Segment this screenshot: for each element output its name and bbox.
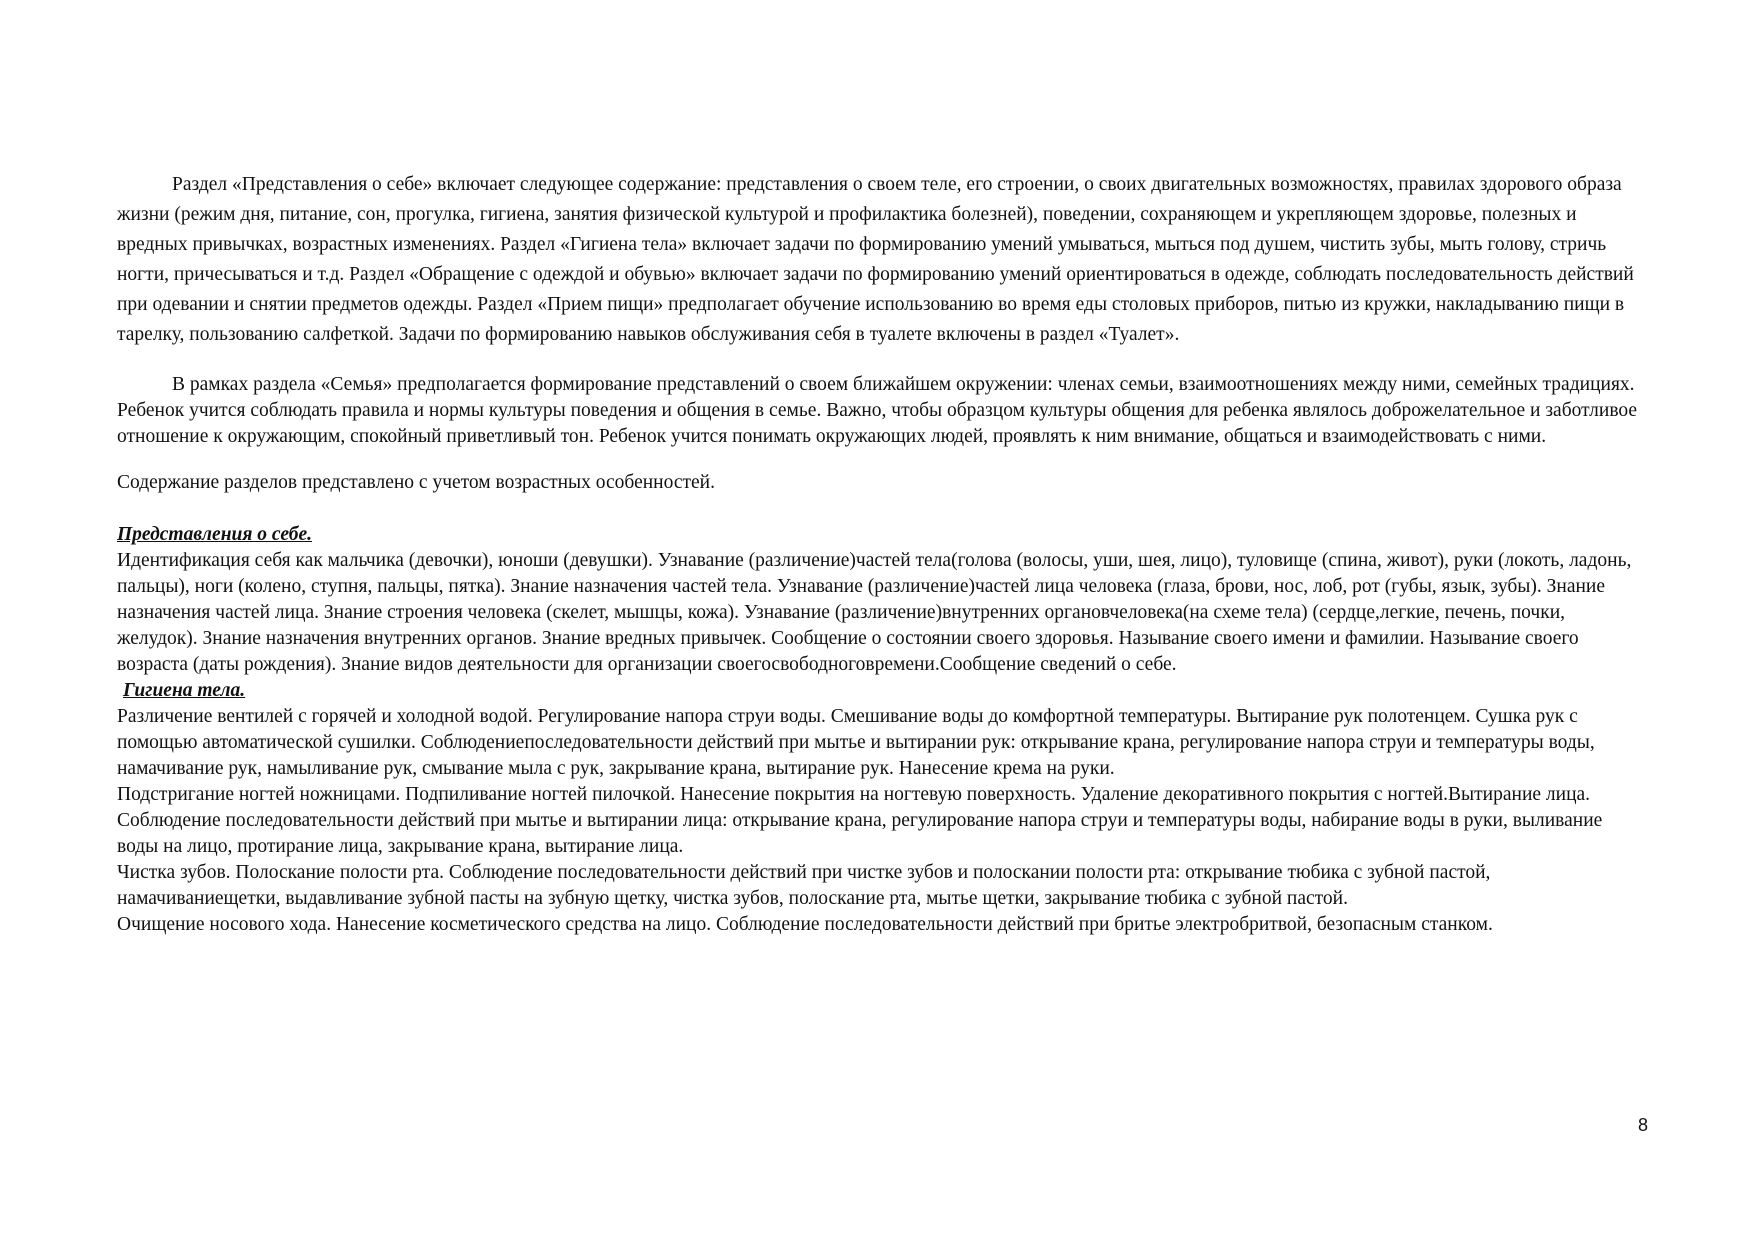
- self-heading: Представления о себе.: [117, 523, 312, 545]
- document-page: [117, 170, 1647, 938]
- hygiene-text-4: Очищение носового хода. Нанесение косметического средства на лицо. Соблюдение последовательности действий при бритье электробритвой, безопасным станком.: [117, 913, 1493, 935]
- hygiene-text-2: Подстригание ногтей ножницами. Подпиливание ногтей пилочкой. Нанесение покрытия на ногтевую поверхность. Удаление декоративного покрытия с ногтей.Вытирание лица. Соблюдение последовательности действий при мытье и вытирании лица: открывание крана, регулирование напора струи и температуры воды, набирание воды в руки, выливание воды на лицо, протирание лица, закрывание крана, вытирание лица.: [117, 783, 1603, 857]
- content-note: Содержание разделов представлено с учетом возрастных особенностей.: [117, 471, 715, 493]
- hygiene-heading: Гигиена тела.: [123, 679, 246, 701]
- intro-paragraph: Раздел «Представления о себе» включает следующее содержание: представления о своем теле, его строении, о своих двигательных возможностях, правилах здорового образа жизни (режим дня, питание, сон, прогулка, гигиена, занятия физической культурой и профилактика болезней), поведении, сохраняющем и укрепляющем здоровье, полезных и вредных привычках, возрастных изменениях. Раздел «Гигиена тела» включает задачи по формированию умений умываться, мыться под душем, чистить зубы, мыть голову, стричь ногти, причесываться и т.д. Раздел «Обращение с одеждой и обувью» включает задачи по формированию умений ориентироваться в одежде, соблюдать последовательность действий при одевании и снятии предметов одежды. Раздел «Прием пищи» предполагает обучение использованию во время еды столовых приборов, питью из кружки, накладыванию пищи в тарелку, пользованию салфеткой. Задачи по формированию навыков обслуживания себя в туалете включены в раздел «Туалет».: [117, 174, 1634, 345]
- section-gap: [117, 496, 1647, 522]
- hygiene-text-1: Различение вентилей с горячей и холодной водой. Регулирование напора струи воды. Смешивание воды до комфортной температуры. Вытирание рук полотенцем. Сушка рук с помощью автоматической сушилки. Соблюдениепоследовательности действий при мытье и вытирании рук: открывание крана, регулирование напора струи и температуры воды, намачивание рук, намыливание рук, смывание мыла с рук, закрывание крана, вытирание рук. Нанесение крема на руки.: [117, 705, 1595, 779]
- self-text: Идентификация себя как мальчика (девочки), юноши (девушки). Узнавание (различение)частей тела(голова (волосы, уши, шея, лицо), туловище (спина, живот), руки (локоть, ладонь, пальцы), ноги (колено, ступня, пальцы, пятка). Знание назначения частей тела. Узнавание (различение)частей лица человека (глаза, брови, нос, лоб, рот (губы, язык, зубы). Знание назначения частей лица. Знание строения человека (скелет, мышцы, кожа). Узнавание (различение)внутренних органовчеловека(на схеме тела) (сердце,легкие, печень, почки, желудок). Знание назначения внутренних органов. Знание вредных привычек. Сообщение о состоянии своего здоровья. Называние своего имени и фамилии. Называние своего возраста (даты рождения). Знание видов деятельности для организации своегосвободноговремени.Сообщение сведений о себе.: [117, 549, 1632, 675]
- hygiene-text-3: Чистка зубов. Полоскание полости рта. Соблюдение последовательности действий при чистке зубов и полоскании полости рта: открывание тюбика с зубной пастой, намачиваниещетки, выдавливание зубной пасты на зубную щетку, чистка зубов, полоскание рта, мытье щетки, закрывание тюбика с зубной пастой.: [117, 861, 1491, 909]
- family-paragraph: В рамках раздела «Семья» предполагается формирование представлений о своем ближайшем окружении: членах семьи, взаимоотношениях между ними, семейных традициях. Ребенок учится соблюдать правила и нормы культуры поведения и общения в семье. Важно, чтобы образцом культуры общения для ребенка являлось доброжелательное и заботливое отношение к окружающим, спокойный приветливый тон. Ребенок учится понимать окружающих людей, проявлять к ним внимание, общаться и взаимодействовать с ними.: [117, 374, 1638, 447]
- page-number: 8: [1637, 1115, 1648, 1135]
